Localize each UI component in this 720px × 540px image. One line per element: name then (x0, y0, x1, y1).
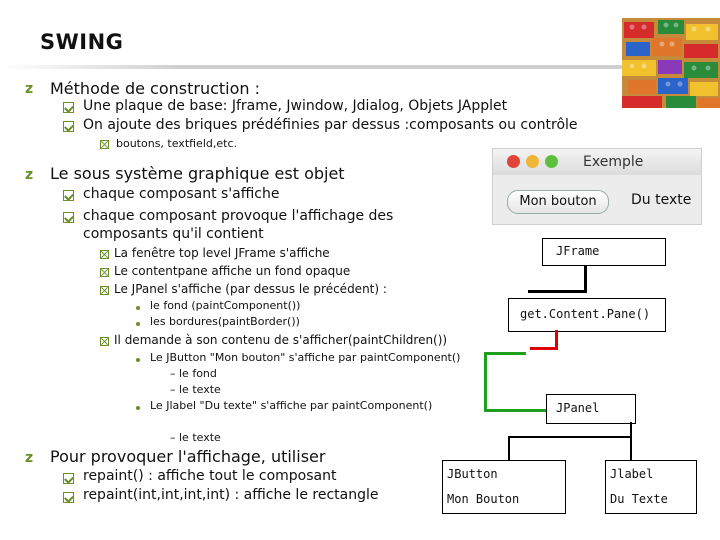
jframe-label: JFrame (556, 244, 600, 258)
checkbox-bullet-icon (63, 102, 74, 113)
checkbox-bullet-icon (63, 473, 74, 484)
bullet-fenetre: La fenêtre top level JFrame s'affiche (114, 246, 330, 260)
jbutton-label: JButton (447, 467, 498, 481)
bullet-bordures: les bordures(paintBorder()) (150, 315, 300, 328)
jframe-connector-vertical (584, 265, 587, 293)
bullet-jbutton: Le JButton "Mon bouton" s'affiche par paintComponent() (150, 351, 461, 364)
close-window-icon[interactable] (507, 155, 520, 168)
bullet-boutons: boutons, textfield,etc. (116, 137, 237, 150)
z-bullet-icon: z (25, 167, 34, 183)
bullet-contentpane: Le contentpane affiche un fond opaque (114, 264, 351, 278)
content-connector-horizontal (530, 347, 558, 350)
bullet-sous-systeme: Le sous système graphique est objet (50, 164, 345, 183)
jbutton-text: Mon Bouton (447, 492, 520, 506)
dot-bullet-icon (136, 358, 140, 362)
example-window (492, 148, 702, 225)
panel-connector-bottom (484, 409, 546, 412)
bullet-demande: Il demande à son contenu de s'afficher(paintChildren()) (114, 333, 448, 347)
minimize-window-icon[interactable] (526, 155, 539, 168)
jbutton-branch (508, 436, 510, 460)
content-pane-box (508, 298, 666, 332)
jbutton-box (442, 460, 566, 514)
window-title: Exemple (583, 154, 644, 170)
checkbox-bullet-icon (63, 190, 74, 201)
bullet-provoquer: Pour provoquer l'affichage, utiliser (50, 447, 326, 466)
bullet-jlabel: Le Jlabel "Du texte" s'affiche par paintComponent() (150, 399, 433, 412)
bullet-jlabel-texte: – le texte (170, 431, 221, 444)
bullet-composant-provoque-cont: composants qu'il contient (83, 226, 264, 242)
jlabel-box (605, 460, 697, 514)
panel-children-connector (630, 422, 632, 460)
jlabel-label: Jlabel (610, 467, 654, 481)
jlabel-text: Du Texte (610, 492, 668, 506)
jpanel-box (546, 394, 636, 424)
z-bullet-icon: z (25, 450, 34, 466)
z-bullet-icon: z (25, 81, 34, 97)
x-box-bullet-icon (100, 286, 109, 295)
jpanel-label: JPanel (556, 401, 600, 415)
checkbox-bullet-icon (63, 121, 74, 132)
dot-bullet-icon (136, 306, 140, 310)
bullet-jbutton-texte: – le texte (170, 383, 221, 396)
x-box-bullet-icon (100, 268, 109, 277)
bullet-jbutton-fond: – le fond (170, 367, 217, 380)
checkbox-bullet-icon (63, 492, 74, 503)
zoom-window-icon[interactable] (545, 155, 558, 168)
x-box-bullet-icon (100, 250, 109, 259)
panel-connector-vertical (484, 352, 487, 412)
lego-bricks-image (622, 18, 720, 108)
bullet-briques: On ajoute des briques prédéfinies par dessus :composants ou contrôle (83, 117, 578, 133)
window-titlebar (493, 149, 701, 175)
bullet-jpanel: Le JPanel s'affiche (par dessus le précédent) : (114, 282, 387, 296)
dot-bullet-icon (136, 406, 140, 410)
bullet-composant-provoque: chaque composant provoque l'affichage des (83, 208, 394, 224)
bullet-plaque: Une plaque de base: Jframe, Jwindow, Jdialog, Objets JApplet (83, 98, 508, 114)
dot-bullet-icon (136, 322, 140, 326)
slide-title: SWING (40, 30, 124, 54)
bullet-fond: le fond (paintComponent()) (150, 299, 301, 312)
x-box-bullet-icon (100, 140, 109, 149)
mon-bouton-button[interactable]: Mon bouton (507, 190, 609, 214)
panel-connector-top (484, 352, 526, 355)
content-pane-label: get.Content.Pane() (520, 307, 651, 321)
title-divider (0, 65, 720, 69)
children-branch-horizontal (508, 436, 632, 438)
bullet-methode: Méthode de construction : (50, 79, 260, 98)
x-box-bullet-icon (100, 337, 109, 346)
bullet-composant-affiche: chaque composant s'affiche (83, 186, 280, 202)
checkbox-bullet-icon (63, 212, 74, 223)
jframe-box (542, 238, 666, 266)
bullet-repaint: repaint() : affiche tout le composant (83, 468, 337, 484)
du-texte-label: Du texte (631, 192, 692, 208)
jframe-connector-horizontal (528, 290, 587, 293)
bullet-repaint-rect: repaint(int,int,int,int) : affiche le rectangle (83, 487, 379, 503)
